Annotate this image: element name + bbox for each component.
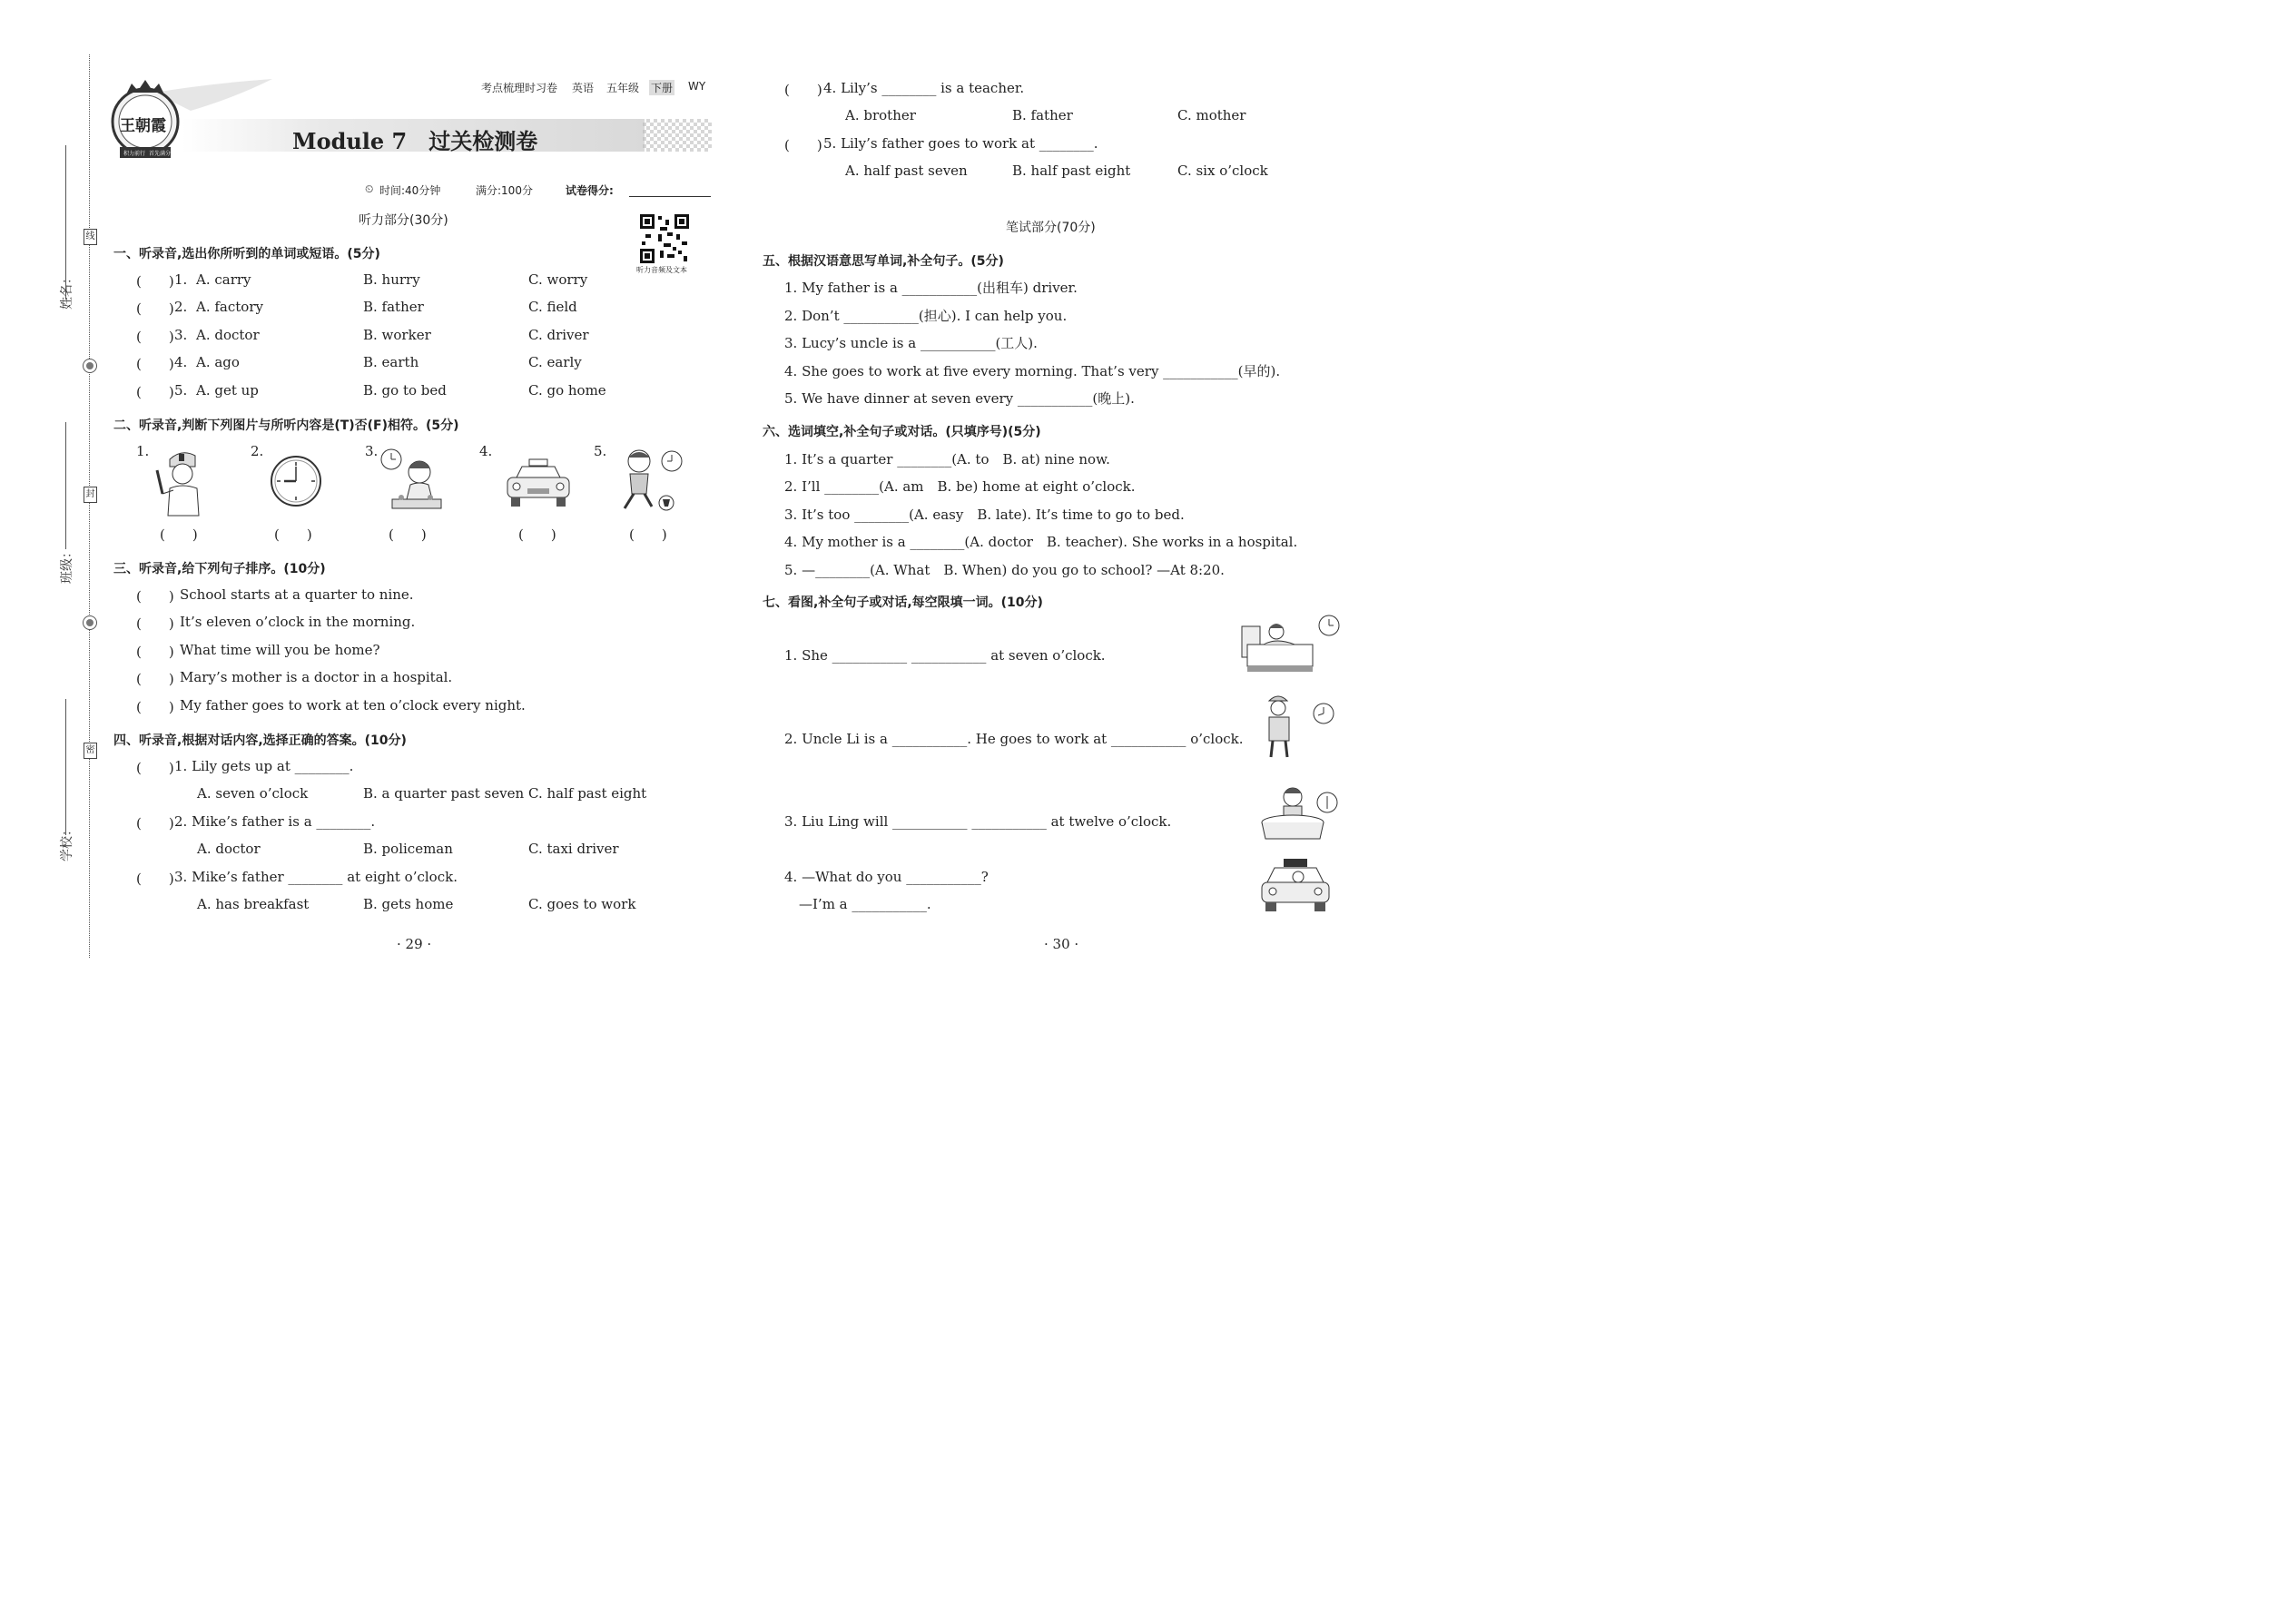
seal-box-mi: 密 [84, 743, 97, 759]
score-blank[interactable] [629, 196, 711, 197]
order-sentence: It’s eleven o’clock in the morning. [180, 614, 416, 630]
option-b: B. half past eight [1012, 162, 1131, 179]
option-a: A. has breakfast [197, 896, 310, 912]
option-a: A. doctor [197, 841, 261, 857]
written-heading: 笔试部分(70分) [1006, 221, 1096, 235]
order-sentence: My father goes to work at ten o’clock every night. [180, 697, 526, 714]
clock-picture [269, 454, 323, 508]
section-4-title: 四、听录音,根据对话内容,选择正确的答案。(10分) [113, 733, 407, 748]
exam-time: 时间:40分钟 [379, 184, 441, 197]
option-c: C. worry [528, 271, 588, 288]
series-name: 考点梳理时习卷 [481, 82, 558, 94]
choice-sentence[interactable]: 3. It’s too ________(A. easy B. late). It’s time to go to bed. [784, 507, 1185, 523]
option-b: B. worker [363, 327, 431, 343]
class-label: 班级： [60, 546, 74, 584]
order-sentence: Mary’s mother is a doctor in a hospital. [180, 669, 453, 685]
answer-paren[interactable]: ( ) [136, 356, 174, 372]
worker-picture [1260, 692, 1351, 763]
picture-label: 1. [136, 443, 150, 459]
option-c: C. goes to work [528, 896, 636, 912]
section-6-title: 六、选词填空,补全句子或对话。(只填序号)(5分) [763, 425, 1041, 439]
binding-knot [83, 359, 97, 373]
fill-sentence[interactable]: 1. My father is a ___________(出租车) driver. [784, 280, 1078, 296]
section-1-title: 一、听录音,选出你所听到的单词或短语。(5分) [113, 247, 380, 261]
answer-paren[interactable]: ( ) [136, 760, 174, 776]
option-a: A. half past seven [845, 162, 968, 179]
option-c: C. early [528, 354, 582, 370]
logo-motto-left: 积力前行 [123, 151, 146, 157]
clock-small-icon: ⏲ [365, 182, 374, 195]
answer-paren[interactable]: ( ) [784, 137, 822, 153]
girl-eating-picture [379, 447, 445, 516]
judge-paren[interactable]: ( ) [389, 527, 427, 543]
section-7-title: 七、看图,补全句子或对话,每空限填一词。(10分) [763, 595, 1043, 610]
listening-heading: 听力部分(30分) [359, 213, 448, 228]
option-b: B. hurry [363, 271, 420, 288]
class-blank [65, 422, 66, 549]
judge-paren[interactable]: ( ) [629, 527, 667, 543]
option-b: B. earth [363, 354, 419, 370]
section-2-title: 二、听录音,判断下列图片与所听内容是(T)否(F)相符。(5分) [113, 418, 459, 433]
qr-caption: 听力音频及文本 [636, 266, 687, 274]
answer-paren[interactable]: ( ) [136, 815, 174, 832]
item-number: 1. [174, 271, 188, 288]
page-number-left: · 29 · [397, 936, 432, 952]
logo-text: 王朝霞 [120, 117, 166, 135]
option-c: C. half past eight [528, 785, 647, 802]
fill-sentence[interactable]: 5. We have dinner at seven every ___________(晚上). [784, 390, 1135, 407]
binding-line [89, 54, 90, 958]
option-b: B. go to bed [363, 382, 447, 399]
picture-label: 3. [365, 443, 379, 459]
subject: 英语 [572, 82, 595, 94]
picture-sentence[interactable]: 1. She ___________ ___________ at seven o’clock. [784, 647, 1106, 664]
volume: 下册 [651, 82, 674, 94]
question: 5. Lily’s father goes to work at ________. [823, 135, 1098, 152]
answer-paren[interactable]: ( ) [136, 329, 174, 345]
option-a: A. factory [196, 299, 263, 315]
title-band-pattern [643, 119, 712, 152]
taxi-picture [504, 458, 573, 510]
exam-score-label: 试卷得分: [566, 184, 614, 197]
picture-sentence[interactable]: —I’m a ___________. [799, 896, 931, 912]
item-number: 3. [174, 327, 188, 343]
order-sentence: What time will you be home? [180, 642, 380, 658]
option-b: B. a quarter past seven [363, 785, 525, 802]
option-a: A. brother [845, 107, 916, 123]
question: 4. Lily’s ________ is a teacher. [823, 80, 1025, 96]
answer-paren[interactable]: ( ) [136, 699, 174, 715]
option-c: C. field [528, 299, 577, 315]
order-sentence: School starts at a quarter to nine. [180, 586, 414, 603]
page-number-right: · 30 · [1044, 936, 1079, 952]
picture-sentence[interactable]: 3. Liu Ling will ___________ ___________ at twelve o’clock. [784, 813, 1172, 830]
answer-paren[interactable]: ( ) [136, 871, 174, 887]
question: 1. Lily gets up at ________. [174, 758, 354, 774]
answer-paren[interactable]: ( ) [784, 82, 822, 98]
question: 2. Mike’s father is a ________. [174, 813, 376, 830]
option-a: A. seven o’clock [197, 785, 309, 802]
answer-paren[interactable]: ( ) [136, 671, 174, 687]
item-number: 5. [174, 382, 188, 399]
option-b: B. father [1012, 107, 1073, 123]
picture-sentence[interactable]: 2. Uncle Li is a ___________. He goes to work at ___________ o’clock. [784, 731, 1244, 747]
item-number: 2. [174, 299, 188, 315]
option-c: C. taxi driver [528, 841, 619, 857]
qr-code-icon[interactable] [640, 214, 689, 263]
option-c: C. six o’clock [1177, 162, 1268, 179]
option-c: C. go home [528, 382, 606, 399]
answer-paren[interactable]: ( ) [136, 384, 174, 400]
name-label: 姓名： [60, 271, 74, 310]
answer-paren[interactable]: ( ) [136, 273, 174, 290]
picture-label: 2. [251, 443, 264, 459]
picture-sentence[interactable]: 4. —What do you ___________? [784, 869, 989, 885]
judge-paren[interactable]: ( ) [518, 527, 556, 543]
boy-football-picture [615, 447, 684, 516]
doctor-picture [150, 447, 213, 517]
logo-motto-right: 首先满分 [149, 151, 172, 157]
section-5-title: 五、根据汉语意思写单词,补全句子。(5分) [763, 254, 1004, 269]
section-3-title: 三、听录音,给下列句子排序。(10分) [113, 562, 326, 576]
item-number: 4. [174, 354, 188, 370]
option-b: B. father [363, 299, 424, 315]
school-label: 学校： [60, 823, 74, 861]
bedroom-girl-picture [1240, 614, 1349, 674]
option-b: B. policeman [363, 841, 453, 857]
answer-paren[interactable]: ( ) [136, 615, 174, 632]
school-blank [65, 699, 66, 835]
exam-full-score: 满分:100分 [476, 184, 533, 197]
answer-paren[interactable]: ( ) [136, 588, 174, 605]
picture-label: 5. [594, 443, 607, 459]
page-title: Module 7 过关检测卷 [292, 128, 538, 154]
option-a: A. doctor [196, 327, 260, 343]
seal-box-xian: 线 [84, 229, 97, 245]
grade: 五年级 [606, 82, 640, 94]
judge-paren[interactable]: ( ) [274, 527, 312, 543]
choice-sentence[interactable]: 1. It’s a quarter ________(A. to B. at) nine now. [784, 451, 1110, 468]
taxi-driver-picture [1258, 857, 1334, 915]
lunch-girl-picture [1256, 782, 1347, 842]
edition: WY [688, 80, 706, 93]
option-b: B. gets home [363, 896, 454, 912]
option-a: A. ago [196, 354, 240, 370]
fill-sentence[interactable]: 2. Don’t ___________(担心). I can help you. [784, 308, 1068, 324]
fill-sentence[interactable]: 4. She goes to work at five every morning. That’s very ___________(早的). [784, 363, 1281, 379]
answer-paren[interactable]: ( ) [136, 300, 174, 317]
option-a: A. get up [196, 382, 259, 399]
judge-paren[interactable]: ( ) [160, 527, 198, 543]
choice-sentence[interactable]: 2. I’ll ________(A. am B. be) home at eight o’clock. [784, 478, 1136, 495]
option-c: C. mother [1177, 107, 1246, 123]
choice-sentence[interactable]: 4. My mother is a ________(A. doctor B. teacher). She works in a hospital. [784, 534, 1298, 550]
option-c: C. driver [528, 327, 589, 343]
binding-knot [83, 615, 97, 630]
picture-label: 4. [479, 443, 493, 459]
option-a: A. carry [196, 271, 251, 288]
seal-box-feng: 封 [84, 487, 97, 503]
question: 3. Mike’s father ________ at eight o’clock. [174, 869, 458, 885]
fill-sentence[interactable]: 3. Lucy’s uncle is a ___________(工人). [784, 335, 1038, 351]
answer-paren[interactable]: ( ) [136, 644, 174, 660]
choice-sentence[interactable]: 5. —________(A. What B. When) do you go to school? —At 8:20. [784, 562, 1225, 578]
